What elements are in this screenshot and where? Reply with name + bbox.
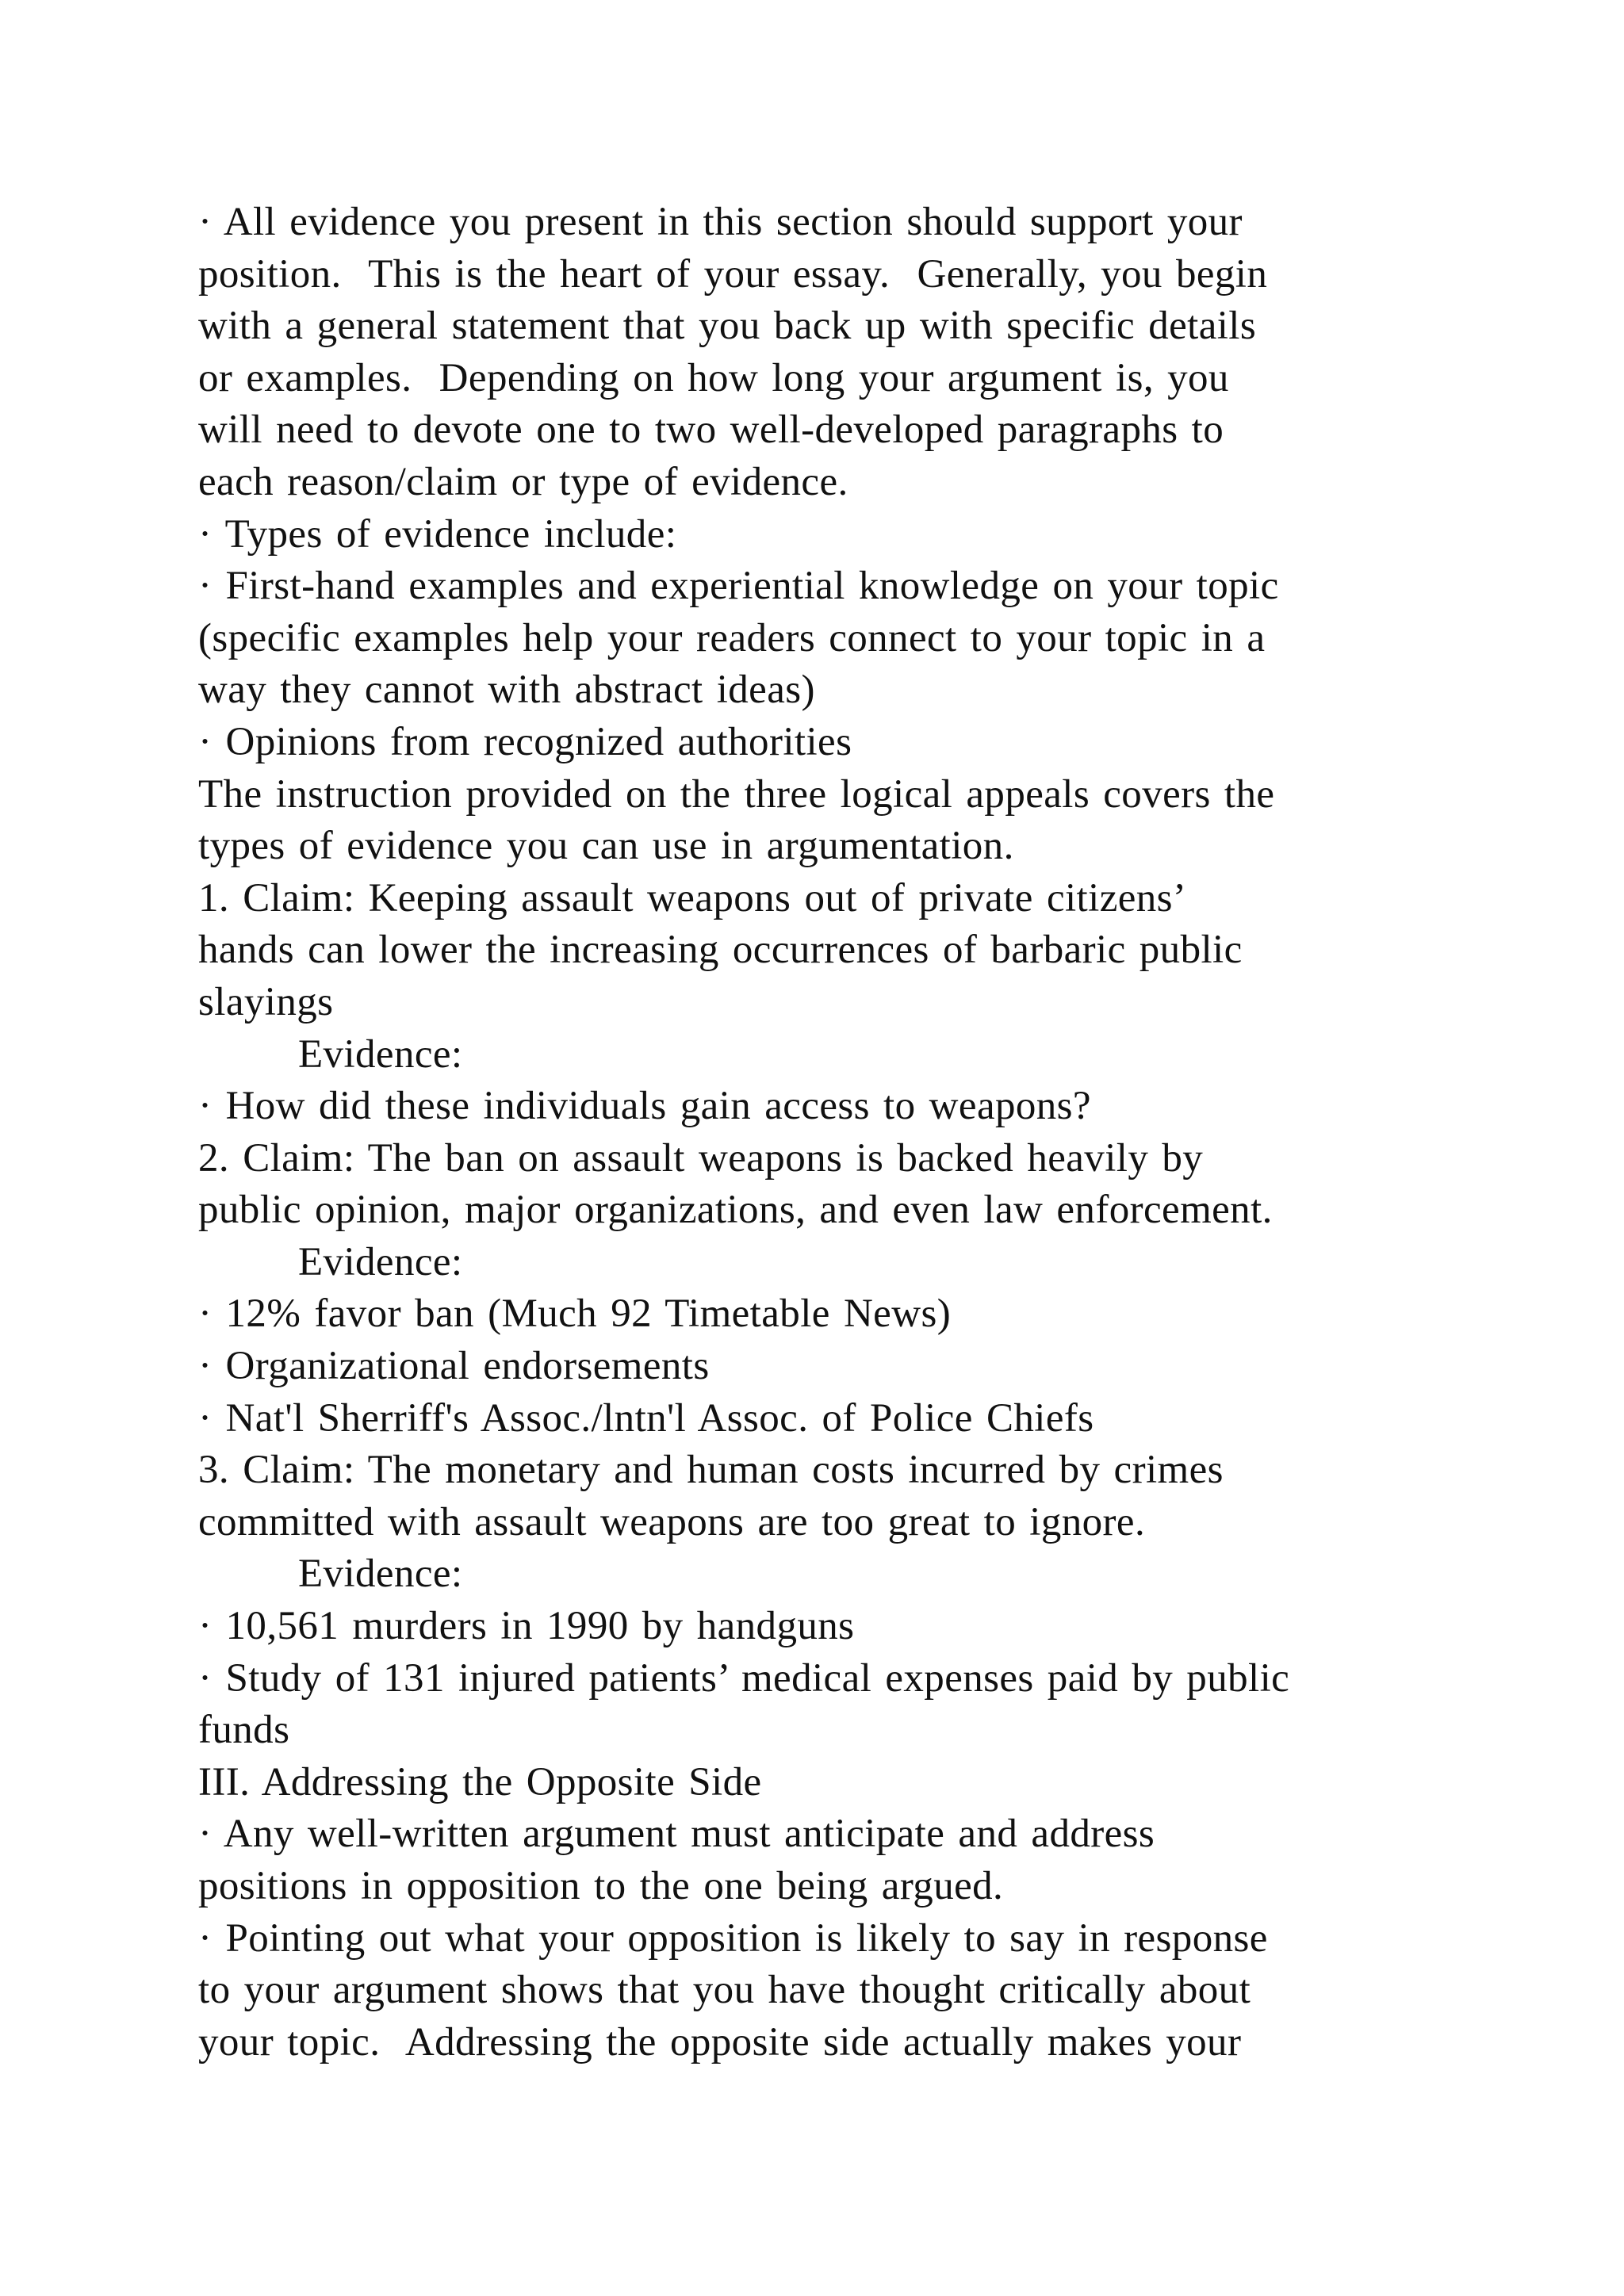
text-line: · All evidence you present in this section should support your (198, 200, 1243, 244)
text-line: slayings (198, 979, 334, 1024)
bullet-line: · 12% favor ban (Much 92 Timetable News) (198, 1292, 952, 1337)
bullet-line: · Pointing out what your opposition is likely to say in response (198, 1915, 1268, 1961)
bullet-line: · Organizational endorsements (198, 1344, 710, 1389)
text-line: your topic. Addressing the opposite side actually makes your (198, 2019, 1242, 2064)
text-line: The instruction provided on the three logical appeals covers the (198, 771, 1275, 817)
text-line: will need to devote one to two well-developed paragraphs to (198, 408, 1224, 453)
text-line: hands can lower the increasing occurrences of barbaric public (198, 928, 1243, 973)
text-line: position. This is the heart of your essay. Generally, you begin (198, 251, 1268, 297)
bullet-line: · Study of 131 injured patients’ medical expenses paid by public (198, 1655, 1290, 1701)
bullet-line: · First-hand examples and experiential knowledge on your topic (198, 564, 1279, 609)
claim-line: 3. Claim: The monetary and human costs incurred by crimes (198, 1448, 1224, 1493)
bullet-line: · Types of evidence include: (198, 511, 677, 557)
text-line: to your argument shows that you have thought critically about (198, 1968, 1251, 2013)
text-line: committed with assault weapons are too great to ignore. (198, 1499, 1146, 1544)
bullet-line: · Opinions from recognized authorities (198, 719, 852, 764)
evidence-label: Evidence: (298, 1239, 463, 1284)
claim-line: 1. Claim: Keeping assault weapons out of private citizens’ (198, 875, 1187, 920)
bullet-line: · Nat'l Sherriff's Assoc./lntn'l Assoc. of Police Chiefs (198, 1395, 1094, 1441)
text-line: funds (198, 1708, 290, 1753)
text-line: or examples. Depending on how long your argument is, you (198, 355, 1229, 400)
section-heading: III. Addressing the Opposite Side (198, 1759, 762, 1804)
text-line: each reason/claim or type of evidence. (198, 459, 848, 504)
claim-line: 2. Claim: The ban on assault weapons is backed heavily by (198, 1135, 1204, 1181)
evidence-label: Evidence: (298, 1031, 463, 1077)
evidence-label: Evidence: (298, 1552, 463, 1597)
text-line: way they cannot with abstract ideas) (198, 668, 815, 713)
bullet-line: · Any well-written argument must anticipate and address (198, 1812, 1155, 1857)
document-body (198, 197, 1467, 2068)
text-line: types of evidence you can use in argumentation. (198, 824, 1014, 869)
bullet-line: · How did these individuals gain access to weapons? (198, 1084, 1091, 1129)
text-line: with a general statement that you back up with specific details (198, 304, 1257, 349)
bullet-line: · 10,561 murders in 1990 by handguns (198, 1604, 855, 1649)
text-line: public opinion, major organizations, and even law enforcement. (198, 1188, 1273, 1233)
text-line: positions in opposition to the one being argued. (198, 1864, 1004, 1908)
text-line: (specific examples help your readers connect to your topic in a (198, 615, 1266, 660)
